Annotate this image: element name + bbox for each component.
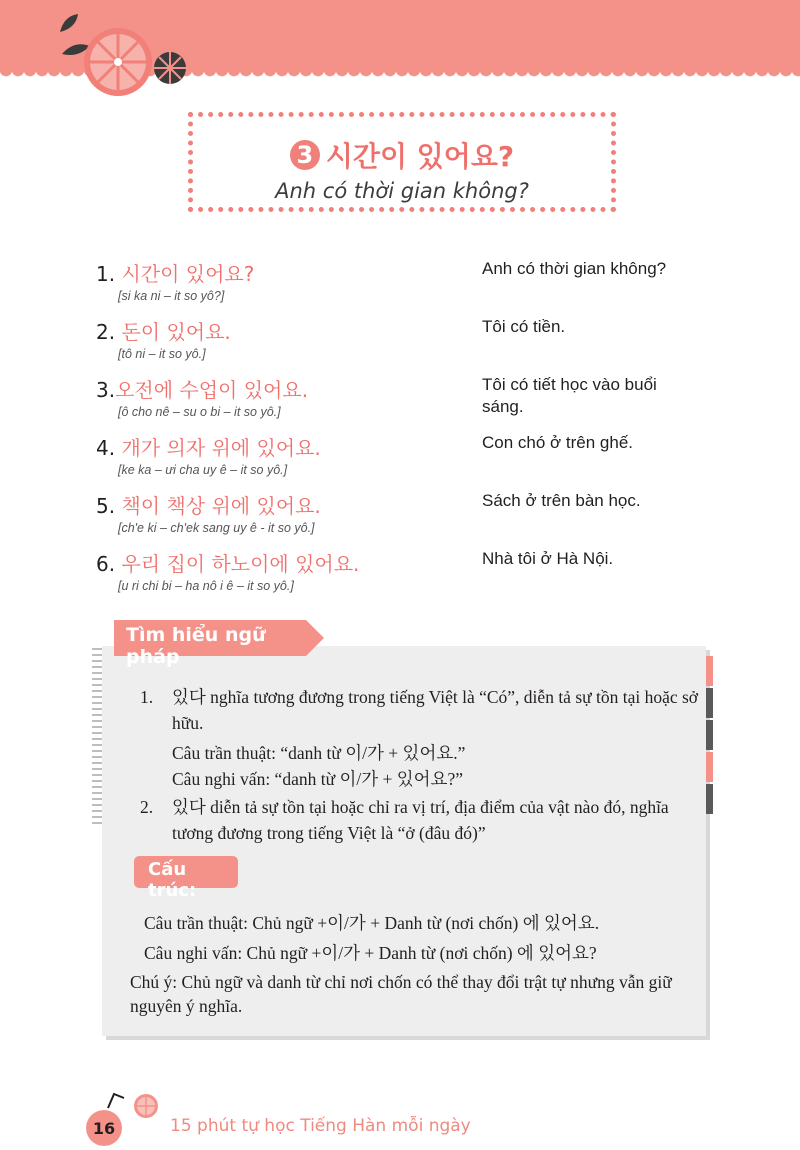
grammar-question: Câu nghi vấn: “danh từ 이/가 + 있어요?” [172,769,463,789]
grammar-item-number: 2. [140,797,154,817]
sentence-romanization: [si ka ni – it so yô?] [118,289,225,303]
sentence-romanization: [ke ka – ưi cha uy ê – it so yô.] [118,463,288,477]
sentence-korean: 개가 의자 위에 있어요. [121,436,321,460]
sentence-korean: 시간이 있어요? [121,262,255,286]
sentence-korean: 책이 책상 위에 있어요. [121,494,321,518]
sentence-translation: Tôi có tiền. [482,317,566,336]
grammar-item [140,794,700,846]
sentence-romanization: [ô cho nê – su o bi – it so yô.] [118,405,281,419]
grammar-item [140,684,700,736]
panel-tab [706,656,713,686]
sentence-number: 5. [96,494,116,518]
panel-tab [706,720,713,750]
sentence-korean: 오전에 수업이 있어요. [115,378,309,402]
sentence-translation: Nhà tôi ở Hà Nội. [482,549,614,568]
book-title: 15 phút tự học Tiếng Hàn mỗi ngày [170,1116,471,1136]
sentence-number: 6. [96,552,116,576]
grammar-statement: Câu trần thuật: “danh từ 이/가 + 있어요.” [172,743,466,763]
structure-question: Câu nghi vấn: Chủ ngữ +이/가 + Danh từ (nơi chốn) 에 있어요? [144,943,597,963]
sentence-item [96,316,476,361]
sentence-translation: Sách ở trên bàn học. [482,491,641,510]
grammar-item-number: 1. [140,687,154,707]
lesson-title-vietnamese: Anh có thời gian không? [275,179,529,203]
structure-statement: Câu trần thuật: Chủ ngữ +이/가 + Danh từ (nơi chốn) 에 있어요. [144,913,600,933]
sentence-romanization: [u ri chi bi – ha nô i ê – it so yô.] [118,579,294,593]
sentence-item [96,548,476,593]
grammar-item-text: 있다 diễn tả sự tồn tại hoặc chỉ ra vị trí, địa điểm của vật nào đó, nghĩa tương đương trong tiếng Việt là “ở (đâu đó)” [172,797,669,843]
sentence-item [96,374,476,419]
lesson-title-row [193,135,611,175]
grammar-heading-tag [114,620,324,668]
sentence-item [96,490,476,535]
sentence-number: 3. [96,378,116,402]
lesson-number-badge: 3 [290,140,320,170]
panel-tab [706,784,713,814]
sentence-number: 4. [96,436,116,460]
structure-heading: Cấu trúc: [148,859,197,901]
sentence-romanization: [ch'e ki – ch'ek sang uy ê - it so yô.] [118,521,315,535]
sentence-translation: Anh có thời gian không? [482,259,667,278]
sentence-korean: 우리 집이 하노이에 있어요. [121,552,360,576]
citrus-decoration-icon [50,10,200,110]
panel-tab [706,688,713,718]
page-number: 16 [86,1110,122,1146]
grammar-item-text: 있다 nghĩa tương đương trong tiếng Việt là “Có”, diễn tả sự tồn tại hoặc sở hữu. [172,687,699,733]
grammar-heading: Tìm hiểu ngữ pháp [126,624,266,668]
sentence-number: 2. [96,320,116,344]
sentence-translation: Tôi có tiết học vào buổi sáng. [482,375,657,416]
lesson-title-box [188,112,616,212]
panel-tab [706,752,713,782]
sentence-translation: Con chó ở trên ghế. [482,433,634,452]
sentence-item [96,258,476,303]
lesson-title-korean: 시간이 있어요? [325,140,515,173]
sentence-item [96,432,476,477]
structure-heading-tag [134,854,238,901]
grammar-note: Chú ý: Chủ ngữ và danh từ chỉ nơi chốn có thể thay đổi trật tự nhưng vẫn giữ nguyên ý nghĩa. [130,972,672,1016]
sentence-korean: 돈이 있어요. [121,320,231,344]
sentence-romanization: [tô ni – it so yô.] [118,347,206,361]
sentence-number: 1. [96,262,116,286]
